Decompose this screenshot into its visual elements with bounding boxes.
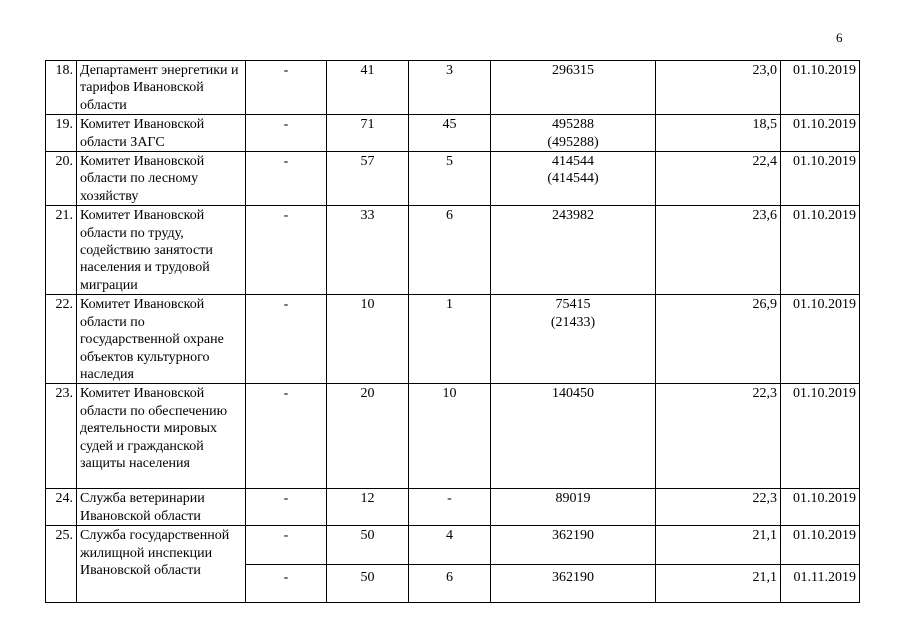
row-number: 23.	[46, 384, 77, 489]
cell-col2: 50	[327, 565, 409, 603]
cell-col2: 33	[327, 206, 409, 295]
cell-date: 01.10.2019	[781, 206, 860, 295]
cell-col2: 71	[327, 115, 409, 152]
cell-col2: 41	[327, 61, 409, 115]
cell-date: 01.10.2019	[781, 526, 860, 565]
cell-col3: 6	[409, 565, 491, 603]
cell-col3: 5	[409, 152, 491, 206]
table-row	[46, 206, 860, 295]
row-number: 21.	[46, 206, 77, 295]
table-row	[46, 61, 860, 115]
table-row	[46, 526, 860, 565]
cell-date: 01.11.2019	[781, 565, 860, 603]
cell-col1: -	[246, 384, 327, 489]
cell-col4: 296315	[491, 61, 656, 115]
cell-date: 01.10.2019	[781, 115, 860, 152]
row-number: 20.	[46, 152, 77, 206]
cell-col1: -	[246, 526, 327, 565]
page-number: 6	[836, 30, 843, 45]
cell-col5: 22,4	[656, 152, 781, 206]
cell-date: 01.10.2019	[781, 295, 860, 384]
cell-col5: 18,5	[656, 115, 781, 152]
cell-col2: 20	[327, 384, 409, 489]
cell-date: 01.10.2019	[781, 152, 860, 206]
cell-col2: 12	[327, 489, 409, 526]
cell-col4: 243982	[491, 206, 656, 295]
organization-name: Департамент энергетики и тарифов Ивановской области	[77, 61, 246, 115]
row-number: 19.	[46, 115, 77, 152]
cell-col3: 45	[409, 115, 491, 152]
cell-col1: -	[246, 206, 327, 295]
cell-col1: -	[246, 61, 327, 115]
cell-col4: 89019	[491, 489, 656, 526]
cell-col2: 50	[327, 526, 409, 565]
cell-col2: 10	[327, 295, 409, 384]
row-number: 18.	[46, 61, 77, 115]
organization-name: Служба ветеринарии Ивановской области	[77, 489, 246, 526]
table-row	[46, 489, 860, 526]
cell-col5: 22,3	[656, 384, 781, 489]
cell-col3: 4	[409, 526, 491, 565]
cell-col4: 362190	[491, 526, 656, 565]
organization-name: Комитет Ивановской области по государственной охране объектов культурного наследия	[77, 295, 246, 384]
cell-col3: 3	[409, 61, 491, 115]
staffing-table	[45, 60, 860, 603]
row-number: 25.	[46, 526, 77, 603]
organization-name: Комитет Ивановской области по обеспечению деятельности мировых судей и гражданской защиты населения	[77, 384, 246, 489]
cell-col1: -	[246, 152, 327, 206]
cell-col4: 414544 (414544)	[491, 152, 656, 206]
cell-col5: 26,9	[656, 295, 781, 384]
cell-col1: -	[246, 295, 327, 384]
cell-col3: -	[409, 489, 491, 526]
cell-date: 01.10.2019	[781, 384, 860, 489]
organization-name: Комитет Ивановской области по лесному хозяйству	[77, 152, 246, 206]
cell-col4: 140450	[491, 384, 656, 489]
table-row	[46, 295, 860, 384]
cell-col1: -	[246, 489, 327, 526]
cell-col5: 21,1	[656, 526, 781, 565]
cell-col5: 23,0	[656, 61, 781, 115]
cell-col5: 21,1	[656, 565, 781, 603]
row-number: 22.	[46, 295, 77, 384]
cell-col4: 362190	[491, 565, 656, 603]
cell-date: 01.10.2019	[781, 489, 860, 526]
table-row	[46, 384, 860, 489]
table-row	[46, 152, 860, 206]
table-row	[46, 115, 860, 152]
cell-col1: -	[246, 565, 327, 603]
cell-col5: 22,3	[656, 489, 781, 526]
cell-col4: 495288 (495288)	[491, 115, 656, 152]
cell-date: 01.10.2019	[781, 61, 860, 115]
cell-col2: 57	[327, 152, 409, 206]
row-number: 24.	[46, 489, 77, 526]
cell-col4: 75415 (21433)	[491, 295, 656, 384]
cell-col3: 6	[409, 206, 491, 295]
cell-col5: 23,6	[656, 206, 781, 295]
cell-col1: -	[246, 115, 327, 152]
organization-name: Комитет Ивановской области по труду, содействию занятости населения и трудовой миграции	[77, 206, 246, 295]
organization-name: Комитет Ивановской области ЗАГС	[77, 115, 246, 152]
cell-col3: 1	[409, 295, 491, 384]
organization-name: Служба государственной жилищной инспекции Ивановской области	[77, 526, 246, 603]
cell-col3: 10	[409, 384, 491, 489]
